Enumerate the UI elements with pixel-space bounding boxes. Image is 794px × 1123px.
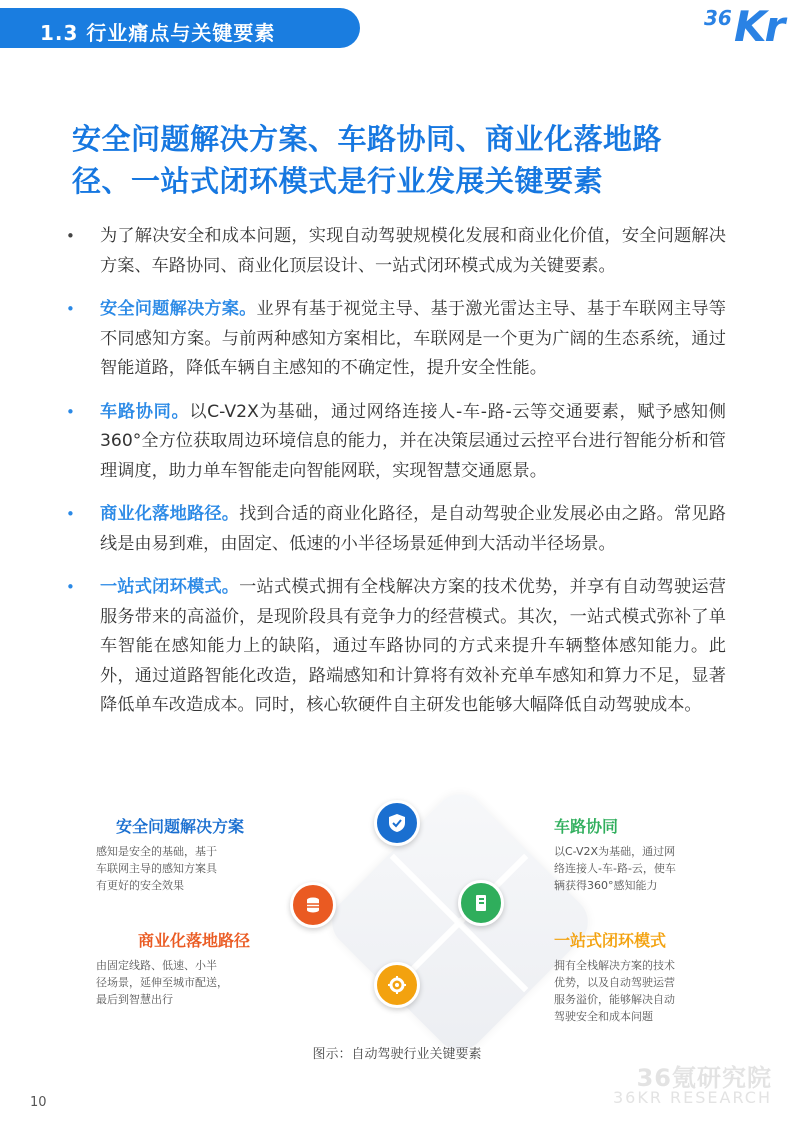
bullet-item (66, 398, 726, 487)
bullet-lead: 一站式闭环模式。 (100, 577, 240, 597)
page-heading (72, 118, 742, 202)
feature-title: 安全问题解决方案 (115, 817, 244, 836)
bullet-item (66, 500, 726, 559)
bullet-text: 一站式模式拥有全栈解决方案的技术优势，并享有自动驾驶运营服务带来的高溢价，是现阶段具有竞争力的经营模式。其次，一站式模式弥补了单车智能在感知能力上的缺陷，通过车路协同的方式来提升车辆整体感知能力。此外，通过道路智能化改造，路端感知和计算将有效补充单车感知和算力不足，显著降低单车改造成本。同时，核心软硬件自主研发也能够大幅降低自动驾驶成本。 (100, 577, 726, 715)
shield-icon (374, 800, 420, 846)
feature-desc-line: 感知是安全的基础，基于 (96, 845, 217, 858)
bullet-item (66, 222, 726, 281)
watermark-cn: 36氪研究院 (636, 1064, 772, 1092)
bullet-dot-icon: • (66, 505, 75, 523)
logo-number: 36 (704, 6, 732, 30)
figure-caption: 图示：自动驾驶行业关键要素 (312, 1047, 482, 1062)
feature-desc (554, 957, 704, 1025)
bullet-dot-icon: • (66, 402, 75, 421)
bullet-dot-icon: • (66, 227, 75, 245)
feature-desc-line: 服务溢价，能够解决自动 (554, 993, 675, 1006)
logo-letters: Kr (734, 2, 784, 51)
feature-title: 商业化落地路径 (137, 931, 250, 950)
feature-desc (554, 843, 704, 894)
page-header (0, 0, 794, 52)
bullet-text: 以C-V2X为基础，通过网络连接人-车-路-云等交通要素，赋予感知侧360°全方位获取周边环境信息的能力，并在决策层通过云控平台进行智能分析和管理调度，助力单车智能走向智能网联，实现智慧交通愿景。 (100, 401, 726, 481)
feature-desc (96, 957, 252, 1008)
section-title: 1.3 行业痛点与关键要素 (40, 21, 276, 45)
gear-icon (374, 962, 420, 1008)
bullet-lead: 安全问题解决方案。 (100, 299, 257, 319)
page-number: 10 (30, 1095, 47, 1110)
feature-desc-line: 以C-V2X为基础，通过网 (554, 845, 676, 858)
feature-desc-line: 拥有全栈解决方案的技术 (554, 959, 675, 972)
bullet-text: 为了解决安全和成本问题，实现自动驾驶规模化发展和商业化价值，安全问题解决方案、车路协同、商业化顶层设计、一站式闭环模式成为关键要素。 (100, 226, 726, 276)
feature-desc-line: 最后到智慧出行 (96, 993, 173, 1006)
feature-safety (96, 814, 244, 894)
feature-desc-line: 络连接人-车-路-云，使车 (554, 862, 676, 875)
bullet-text: 找到合适的商业化路径，是自动驾驶企业发展必由之路。常见路线是由易到难，由固定、低速的小半径场景延伸到大活动半径场景。 (100, 504, 726, 554)
bullet-dot-icon: • (66, 578, 75, 596)
bullet-dot-icon: • (66, 300, 75, 318)
feature-desc-line: 驾驶安全和成本问题 (554, 1010, 653, 1023)
watermark-en: 36KR RESEARCH (612, 1088, 772, 1107)
key-elements-diagram (86, 800, 726, 1050)
feature-desc-line: 辆获得360°感知能力 (554, 879, 658, 892)
feature-desc-line: 车联网主导的感知方案具 (96, 862, 217, 875)
bullet-lead: 商业化落地路径。 (100, 504, 240, 524)
bullet-item (66, 573, 726, 721)
feature-desc (96, 843, 244, 894)
feature-commercial (96, 928, 252, 1008)
bullet-item (66, 295, 726, 384)
coins-icon (290, 882, 336, 928)
feature-desc-line: 由固定线路、低速、小半 (96, 959, 217, 972)
feature-title: 一站式闭环模式 (554, 931, 667, 950)
bullet-text: 业界有基于视觉主导、基于激光雷达主导、基于车联网主导等不同感知方案。与前两种感知方案相比，车联网是一个更为广阔的生态系统，通过智能道路，降低车辆自主感知的不确定性，提升安全性能。 (100, 299, 726, 378)
feature-desc-line: 有更好的安全效果 (96, 879, 184, 892)
feature-desc-line: 径场景，延伸至城市配送， (96, 976, 228, 989)
heading-line-2: 径、一站式闭环模式是行业发展关键要素 (72, 164, 604, 198)
bullet-lead: 车路协同。 (100, 401, 190, 422)
feature-title: 车路协同 (554, 817, 619, 836)
bullet-list (66, 222, 726, 735)
feature-onestop (554, 928, 704, 1025)
document-icon (458, 880, 504, 926)
heading-line-1: 安全问题解决方案、车路协同、商业化落地路 (72, 122, 663, 156)
feature-desc-line: 优势，以及自动驾驶运营 (554, 976, 675, 989)
feature-v2x (554, 814, 704, 894)
36kr-logo (694, 0, 790, 52)
